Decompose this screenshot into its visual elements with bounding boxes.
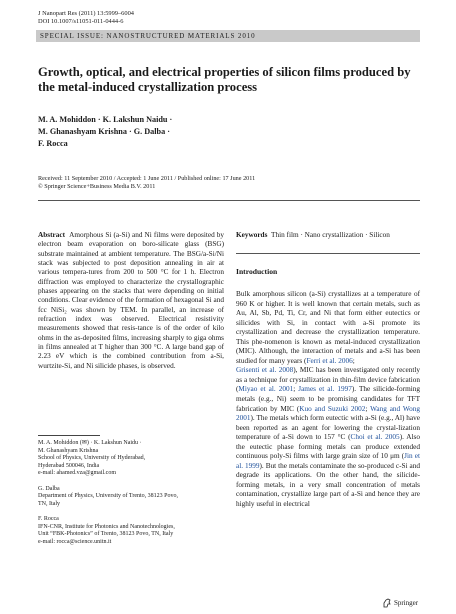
- header-divider: [38, 200, 420, 201]
- intro-text: ). The metals which form eutectic with a-Si (e.g., Al) have been reported as an agent for lowering the crystal-lization temperature of a-Si down to 157 °C (: [236, 414, 420, 442]
- keywords-divider: [236, 253, 420, 254]
- intro-text: ), MIC has been investigated only recently as a technique for crystallization in thin-film device fabrication (: [236, 366, 420, 394]
- article-title: Growth, optical, and electrical properties of silicon films produced by the metal-induced crystallization process: [38, 65, 411, 95]
- springer-horse-icon: [382, 598, 392, 608]
- received-dates: Received: 11 September 2010 / Accepted: 1 June 2011 / Published online: 17 June 2011: [38, 175, 256, 182]
- affiliation-line: Department of Physics, University of Trento, 38123 Povo,: [38, 493, 178, 500]
- affiliation-line: M. A. Mohiddon (✉) · K. Lakshun Naidu ·: [38, 440, 142, 446]
- affiliation-line: G. Dalba: [38, 485, 60, 492]
- author-list: [38, 114, 338, 150]
- copyright-line: © Springer Science+Business Media B.V. 2011: [38, 183, 156, 191]
- intro-text: ;: [293, 385, 299, 394]
- citation-link[interactable]: Grisenti et al. 2008: [236, 366, 294, 375]
- abstract: [38, 231, 224, 371]
- special-issue-banner: SPECIAL ISSUE: NANOSTRUCTURED MATERIALS 2010: [36, 30, 420, 42]
- affiliation-line: TN, Italy: [38, 500, 60, 507]
- citation-link[interactable]: James et al. 1997: [298, 385, 352, 394]
- keywords-label: Keywords: [236, 231, 268, 239]
- citation-link[interactable]: Choi et al. 2005: [350, 433, 400, 442]
- citation-link[interactable]: Wang and Wong 2001: [236, 404, 421, 423]
- abstract-text: Amorphous Si (a-Si) and Ni films were deposited by electron beam evaporation on boro-silicate glass (BSG) substrate maintained at ambient temperature. The BSG/a-Si/Ni stack was subjected to post deposition annealing in air at various tempera-tures from 200 to 500 °C for 1 h. Electron diffraction was employed to characterize the crystallographic phases appearing on the stacks that were depending on initial conditions. Clear evidence of the formation of hexagonal Si and fcc NiSi₂ was shown by TEM. In parallel, an increase of refraction index was observed. Electrical resistivity measurements showed that resis-tance is of the order of kilo ohms in the as-deposited films, increasing sharply to giga ohms in films annealed at T higher than 300 °C. A large band gap of 2.23 eV which is the combined contribution from a-Si, wurtzite-Si, and Ni silicide phases, is observed.: [38, 231, 224, 370]
- keywords: [236, 231, 420, 240]
- intro-text: ;: [352, 356, 355, 365]
- author-line: M. Ghanashyam Krishna · G. Dalba ·: [38, 127, 170, 136]
- email-line: e-mail: rocca@science.unitn.it: [38, 539, 112, 546]
- affiliation-line: Hyderabad 500046, India: [38, 462, 100, 469]
- publisher-name: Springer: [394, 599, 419, 607]
- intro-text: ). The silicide-forming metals (e.g., Ni) seem to be promising candidates for TFT fabrication by MIC (: [236, 385, 420, 413]
- affiliation-line: Unit “FBK-Photonics” of Trento, 38123 Povo, TN, Italy: [38, 531, 174, 538]
- citation-link[interactable]: Miyao et al. 2001: [238, 385, 294, 394]
- citation-link[interactable]: Kuo and Suzuki 2002: [299, 404, 366, 413]
- footnote-divider: [38, 435, 100, 436]
- author-affiliations: [38, 440, 224, 547]
- abstract-label: Abstract: [38, 231, 65, 239]
- affiliation-line: F. Rocca: [38, 516, 59, 523]
- intro-text: Bulk amorphous silicon (a-Si) crystallizes at a temperature of 960 K or higher. It is well known that certain metals, such as Au, Al, Sb, Pd, Ti, Cr, and Ni that form either eutectics or silicides with Si, in contact with a-Si promote its crystallization and decrease the crystallization temperature. This phe-nomenon is known as metal-induced crystallization (MIC). Although, the interaction of metals and a-Si has been studied for many years (: [236, 290, 420, 365]
- citation-link[interactable]: Ferri et al. 2006: [306, 356, 353, 365]
- keywords-text: Thin film · Nano crystallization · Silicon: [271, 231, 390, 239]
- doi-line: DOI 10.1007/s11051-011-0444-6: [38, 18, 124, 25]
- intro-text: ). Also the eutectic phase forming metals can produce extended continuous poly-Si films with large grain size of 10 μm (: [236, 433, 420, 461]
- affiliation-line: IFN-CNR, Institute for Photonics and Nanotechnologies,: [38, 523, 175, 530]
- journal-volume-line: J Nanopart Res (2011) 13:5999–6004: [38, 10, 134, 17]
- email-line: e-mail: ahamed.vza@gmail.com: [38, 470, 116, 477]
- intro-text: ). But the metals contaminate the so-produced c-Si and degrade its applications. On the other hand, the silicide-forming metals, in a very small concentration of metals contamination, crystallize large part of a-Si and hence they are highly useful in electrical: [236, 461, 420, 509]
- introduction-body: [236, 290, 420, 510]
- author-line: F. Rocca: [38, 139, 68, 148]
- journal-citation: [38, 10, 134, 26]
- intro-text: ;: [365, 404, 371, 413]
- publication-history: [38, 175, 418, 191]
- citation-link[interactable]: Jin et al. 1999: [236, 452, 420, 470]
- publisher-logo: [382, 598, 418, 608]
- affiliation-line: M. Ghanashyam Krishna: [38, 447, 99, 454]
- author-line: M. A. Mohiddon · K. Lakshun Naidu ·: [38, 115, 173, 124]
- affiliation-line: School of Physics, University of Hyderabad,: [38, 455, 146, 462]
- section-heading-introduction: Introduction: [236, 267, 278, 276]
